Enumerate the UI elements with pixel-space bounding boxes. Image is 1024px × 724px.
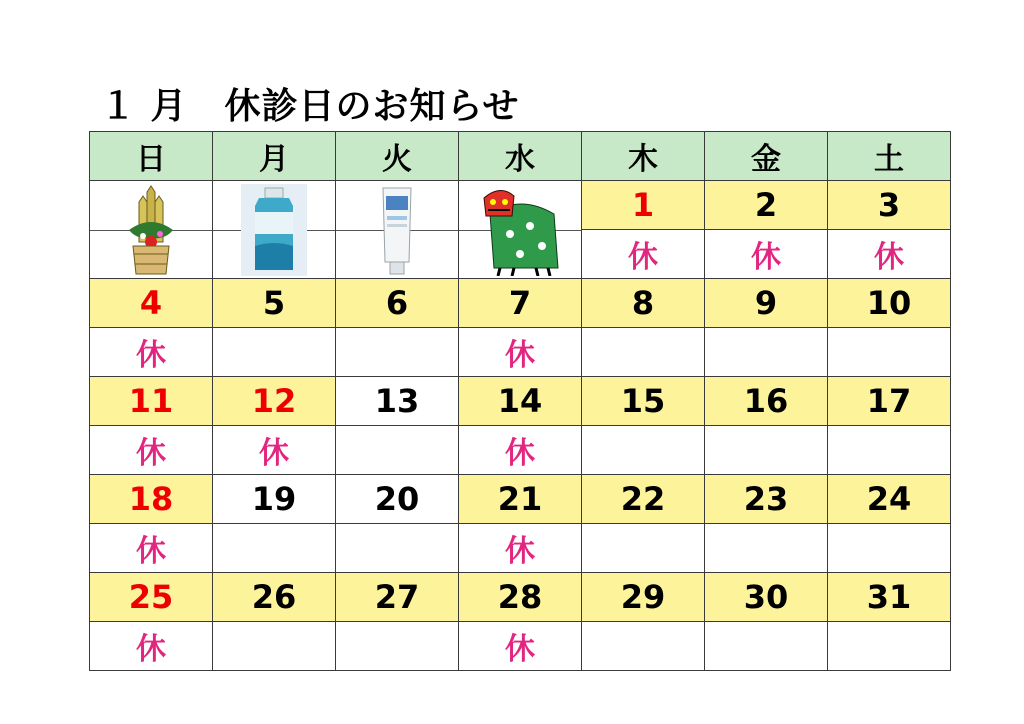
date-number: 30 [705, 573, 828, 622]
weekday-sat: 土 [828, 132, 951, 181]
weekday-fri: 金 [705, 132, 828, 181]
week-2-closed-row [90, 328, 951, 377]
date-number: 5 [213, 279, 336, 328]
closed-mark [213, 622, 336, 671]
image-cell-kadomatsu [90, 181, 213, 279]
closed-mark: 休 [459, 524, 582, 573]
closed-mark [582, 524, 705, 573]
shishimai-lion-dance-icon [480, 184, 560, 276]
week-4-date-row [90, 475, 951, 524]
closed-mark [582, 328, 705, 377]
closed-mark [828, 426, 951, 475]
date-number: 12 [213, 377, 336, 426]
date-number: 14 [459, 377, 582, 426]
date-number: 16 [705, 377, 828, 426]
kadomatsu-icon [121, 184, 181, 276]
week-1-date-row [90, 181, 951, 230]
day-cell [582, 181, 705, 230]
week-3-date-row [90, 377, 951, 426]
weekday-thu: 木 [582, 132, 705, 181]
week-5-date-row [90, 573, 951, 622]
closed-mark: 休 [459, 622, 582, 671]
date-number: 7 [459, 279, 582, 328]
closed-mark: 休 [459, 328, 582, 377]
closed-mark: 休 [213, 426, 336, 475]
date-number: 31 [828, 573, 951, 622]
closed-mark [828, 328, 951, 377]
toothpaste-tube-icon [377, 184, 417, 276]
date-number: 9 [705, 279, 828, 328]
date-number: 17 [828, 377, 951, 426]
date-number: 11 [90, 377, 213, 426]
closed-mark: 休 [90, 426, 213, 475]
calendar-table [89, 131, 951, 671]
date-number: 1 [631, 186, 655, 224]
date-number: 15 [582, 377, 705, 426]
date-number: 28 [459, 573, 582, 622]
closed-mark: 休 [90, 524, 213, 573]
date-number: 27 [336, 573, 459, 622]
closed-mark [705, 426, 828, 475]
week-4-closed-row [90, 524, 951, 573]
date-number: 29 [582, 573, 705, 622]
closed-mark [828, 622, 951, 671]
closed-mark: 休 [705, 230, 828, 279]
image-cell-shishimai [459, 181, 582, 279]
closed-mark [705, 328, 828, 377]
image-cell-toothpaste [336, 181, 459, 279]
date-number: 21 [459, 475, 582, 524]
image-cell-mouthwash [213, 181, 336, 279]
date-number: 18 [90, 475, 213, 524]
closed-mark [582, 426, 705, 475]
date-number: 19 [213, 475, 336, 524]
closed-mark: 休 [90, 328, 213, 377]
weekday-header-row [90, 132, 951, 181]
date-number: 25 [90, 573, 213, 622]
closed-mark [828, 524, 951, 573]
date-number: 23 [705, 475, 828, 524]
date-number: 4 [90, 279, 213, 328]
closed-mark [336, 524, 459, 573]
weekday-tue: 火 [336, 132, 459, 181]
closed-mark [705, 622, 828, 671]
closed-mark [336, 328, 459, 377]
closed-mark: 休 [459, 426, 582, 475]
closed-mark [213, 524, 336, 573]
closed-mark [582, 622, 705, 671]
weekday-wed: 水 [459, 132, 582, 181]
date-number: 2 [754, 186, 778, 224]
page-title: １ 月 休診日のお知らせ [100, 86, 520, 127]
mouthwash-bottle-icon [241, 184, 307, 276]
closed-mark [213, 328, 336, 377]
date-number: 10 [828, 279, 951, 328]
day-cell [828, 181, 951, 230]
closed-mark: 休 [828, 230, 951, 279]
closed-mark: 休 [90, 622, 213, 671]
date-number: 24 [828, 475, 951, 524]
day-cell [705, 181, 828, 230]
week-2-date-row [90, 279, 951, 328]
date-number: 6 [336, 279, 459, 328]
closed-mark: 休 [582, 230, 705, 279]
weekday-mon: 月 [213, 132, 336, 181]
date-number: 22 [582, 475, 705, 524]
date-number: 20 [336, 475, 459, 524]
date-number: 26 [213, 573, 336, 622]
date-number: 13 [336, 377, 459, 426]
closed-mark [705, 524, 828, 573]
closed-mark [336, 426, 459, 475]
date-number: 8 [582, 279, 705, 328]
week-5-closed-row [90, 622, 951, 671]
closed-mark [336, 622, 459, 671]
weekday-sun: 日 [90, 132, 213, 181]
week-3-closed-row [90, 426, 951, 475]
date-number: 3 [877, 186, 901, 224]
